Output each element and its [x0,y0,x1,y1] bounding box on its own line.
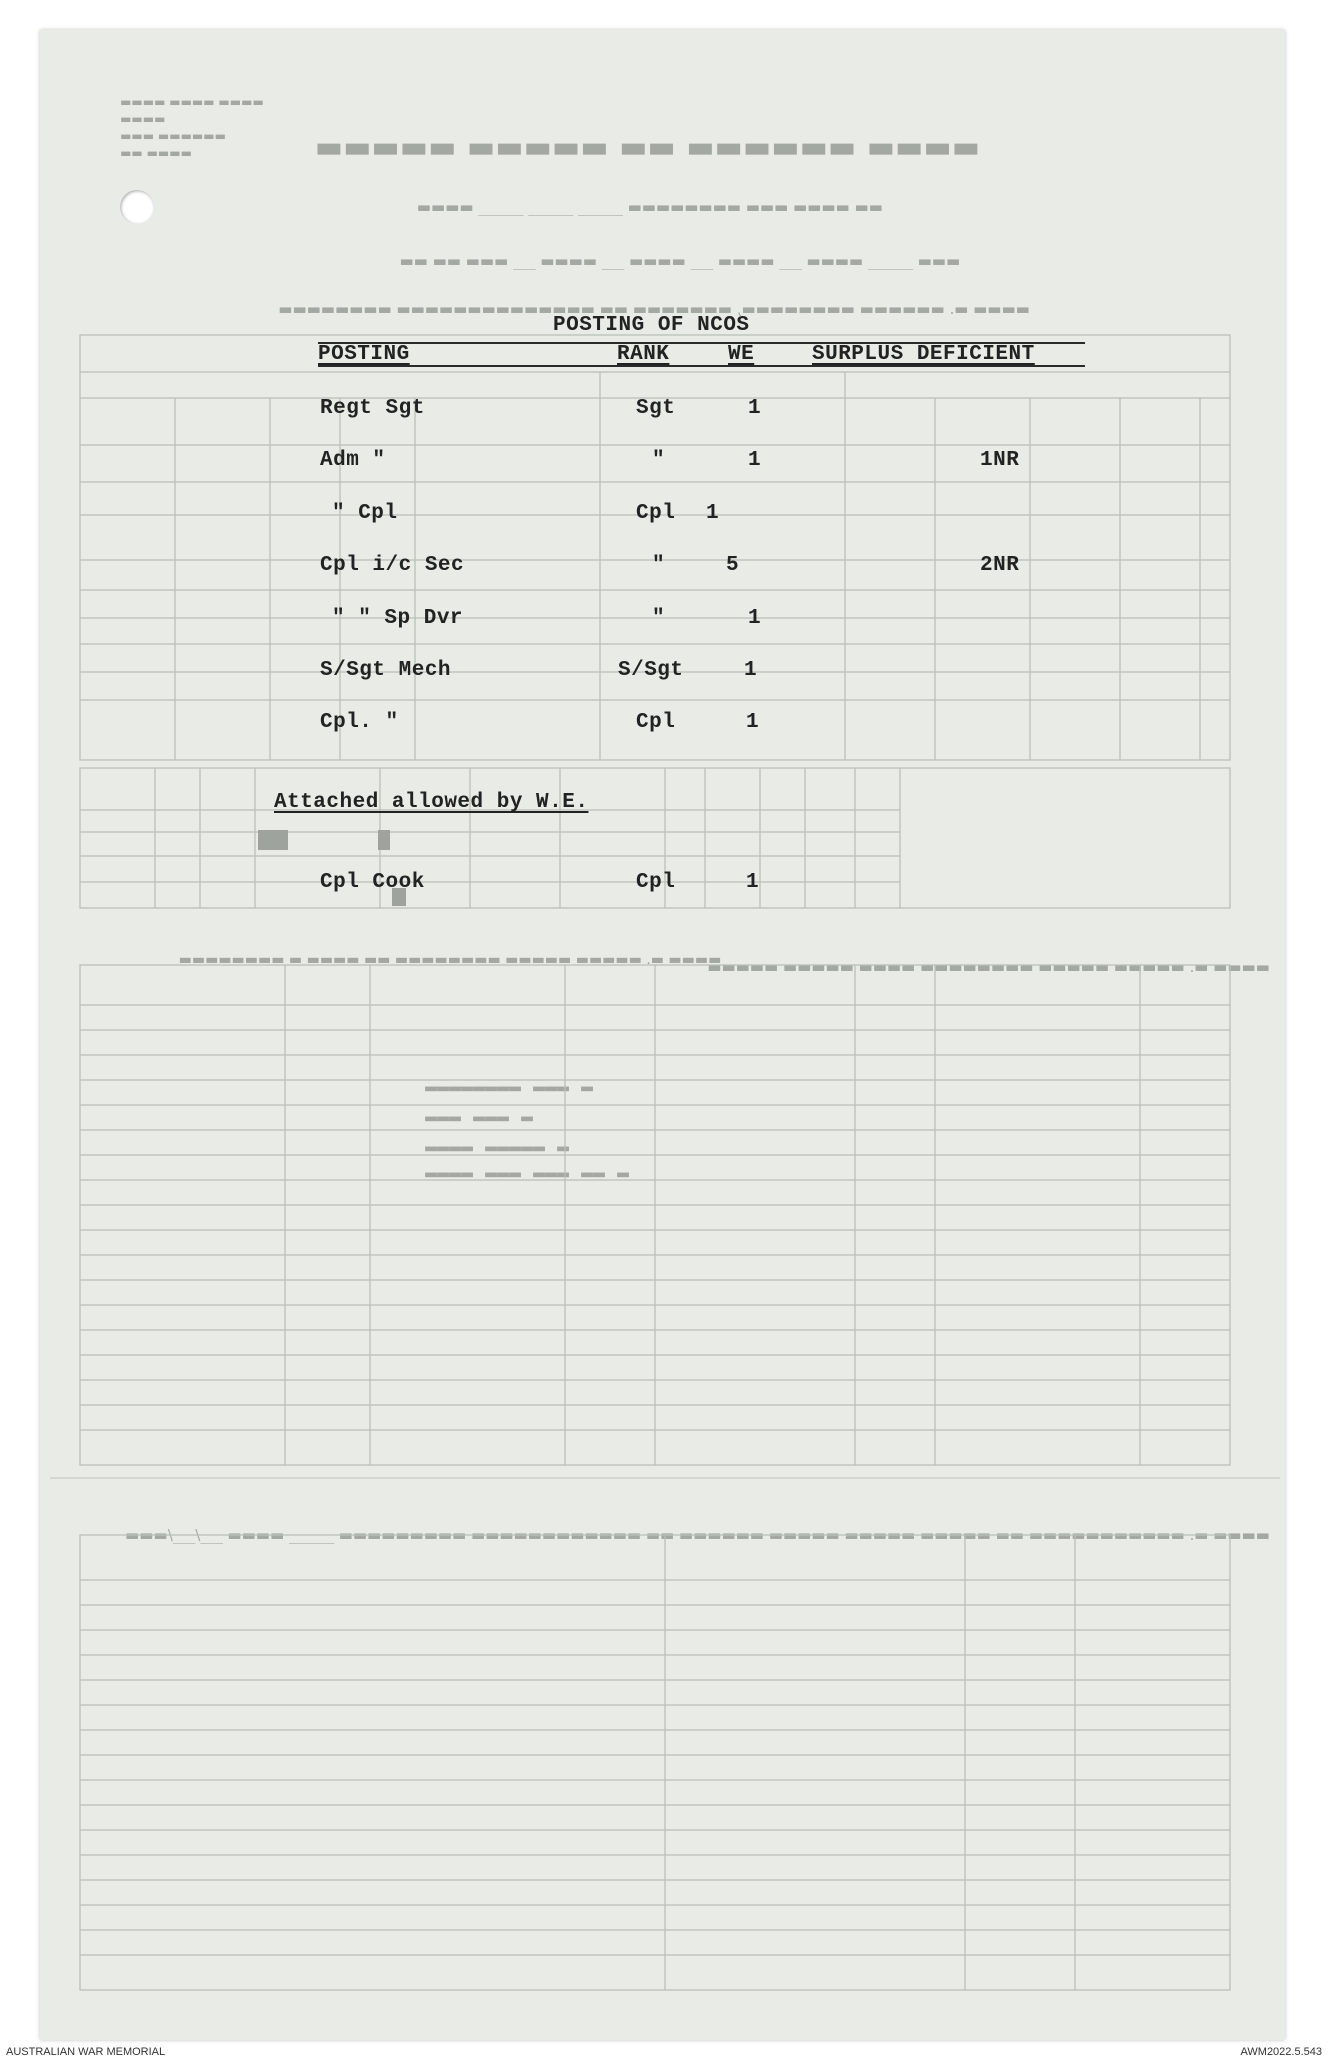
show-through-line: ▬▬ ▬▬▬▬ ▬▬▬ ▬▬▬▬▬▬▬▬ ______ ______ ______ ▬▬▬▬ [417,198,883,216]
footer-institution: AUSTRALIAN WAR MEMORIAL [6,2046,166,2058]
row-note: 1NR [980,449,1020,472]
show-through-entry: ▬ ▬▬▬ ▬▬▬ [425,1106,534,1129]
attached-posting: Cpl Cook [320,871,425,894]
show-through-title: ▬▬▬▬ ▬▬▬▬▬▬ ▬▬ ▬▬▬▬▬ ▬▬▬▬▬ [314,130,980,165]
show-through-line: ▬▬▬ ______ ▬▬▬▬ ___ ▬▬▬▬ ___ ▬▬▬▬ ___ ▬▬▬▬ ___ ▬▬▬ ▬▬ ▬▬ [399,252,961,270]
row-posting: Adm " [320,449,386,472]
row-rank: Cpl [636,711,676,734]
row-we: 1 [744,659,758,682]
show-through-entry: ▬ ▬▬▬▬▬ ▬▬▬▬ [425,1136,570,1159]
show-through-entry: ▬ ▬▬▬ ▬▬▬▬▬▬▬▬ [425,1076,594,1099]
row-note: 2NR [980,554,1020,577]
column-we: WE [728,343,755,366]
row-we: 1 [748,397,762,420]
row-rank: Cpl [636,502,676,525]
attached-we: 1 [746,871,760,894]
row-rank: S/Sgt [618,659,684,682]
row-we: 1 [706,502,720,525]
row-posting: S/Sgt Mech [320,659,452,682]
show-through-section-heading: ▬▬▬▬ ▬. ▬▬▬▬▬ ▬▬▬▬▬ ▬▬▬▬▬▬▬▬ ▬▬ ▬▬▬▬ ▬ ▬▬▬▬▬▬▬▬ [178,952,722,968]
posting-heading: POSTING OF NCOS [553,314,750,337]
row-we: 5 [726,554,740,577]
row-we: 1 [746,711,760,734]
show-through-section-heading: ▬▬▬▬ ▬. ▬▬▬▬▬ ▬▬▬▬▬ ▬▬▬▬▬▬▬▬ ▬▬▬▬ ▬▬▬▬▬ ▬▬▬▬▬ [707,958,1270,976]
row-posting: " Cpl [332,502,398,525]
attached-rank: Cpl [636,871,676,894]
row-rank: Sgt [636,397,676,420]
row-posting: Cpl. " [320,711,399,734]
row-posting: Regt Sgt [320,397,425,420]
row-rank: " [652,607,666,630]
row-rank: " [652,554,666,577]
row-rank: " [652,449,666,472]
row-we: 1 [748,607,762,630]
row-posting: " " Sp Dvr [332,607,464,630]
footer-accession-number: AWM2022.5.543 [1240,2046,1322,2058]
show-through-line: ▬▬▬▬ ▬. ▬▬▬▬▬▬ ▬▬▬▬▬▬▬▬, ▬▬▬▬▬▬▬ ▬▬ ▬▬▬▬▬▬▬▬▬▬▬▬▬▬ ▬▬▬▬▬▬▬▬ [278,300,1030,318]
show-through-form-id: ▬▬▬▬ ▬▬▬▬ ▬▬▬▬ ▬▬▬▬ ▬▬▬▬▬▬ ▬▬▬ ▬▬▬▬ ▬▬ [120,95,264,160]
show-through-entry: ▬ ▬▬ ▬▬▬ ▬▬▬ ▬▬▬▬ [425,1162,630,1185]
row-posting: Cpl i/c Sec [320,554,465,577]
show-through-section-heading: ▬▬▬▬ ▬. ▬▬▬▬▬▬▬▬▬▬▬ ▬▬ ▬▬▬▬▬ ▬▬▬▬▬ ▬▬▬▬▬ ▬▬▬▬▬▬ ▬▬ ▬▬▬▬▬▬▬▬▬▬▬▬ ▬▬▬▬▬▬▬▬▬ ______ ▬▬▬▬ ___/___/▬▬▬ [125,1526,1270,1544]
column-surplus-deficient: SURPLUS DEFICIENT [812,343,1035,366]
row-we: 1 [748,449,762,472]
column-rank: RANK [617,343,670,366]
column-posting: POSTING [318,343,410,366]
attached-heading: Attached allowed by W.E. [274,791,589,814]
